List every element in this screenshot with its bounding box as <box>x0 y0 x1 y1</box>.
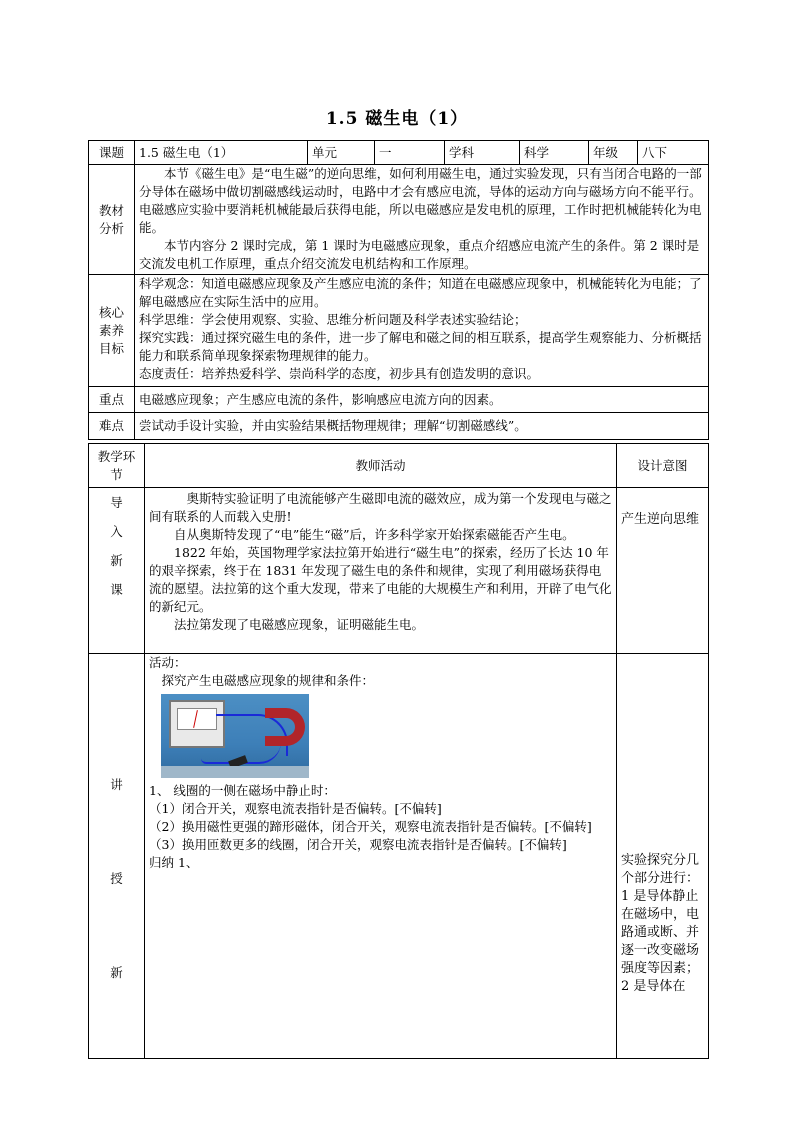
lecture-stage-text <box>93 776 140 1058</box>
literacy-label: 核心素养目标 <box>89 275 135 387</box>
subject-value: 科学 <box>520 141 589 165</box>
stage-char: 入 <box>110 524 123 539</box>
stage-char: 导 <box>110 495 123 510</box>
literacy-concept: 科学观念：知道电磁感应现象及产生感应电流的条件；知道在电磁感应现象中，机械能转化为电能；了解电磁感应在实际生活中的应用。 <box>139 276 702 309</box>
stage-char: 讲 <box>110 777 123 792</box>
analysis-content <box>135 165 709 275</box>
analysis-label: 教材分析 <box>89 165 135 275</box>
lecture-content <box>145 654 617 1059</box>
analysis-paragraph-1: 本节《磁生电》是“电生磁”的逆向思维，如何利用磁生电，通过实验发现，只有当闭合电路的一部分导体在磁场中做切割磁感线运动时，电路中才会有感应电流，导体的运动方向与磁场方向不能平行。电磁感应实验中要消耗机械能最后获得电能，所以电磁感应是发电机的原理，工作时把机械能转化为电能。 <box>139 166 702 235</box>
literacy-content <box>135 275 709 387</box>
stage-char: 课 <box>110 582 123 597</box>
intro-content <box>145 488 617 654</box>
literacy-thinking: 科学思维：学会使用观察、实验、思维分析问题及科学表述实验结论； <box>139 312 527 327</box>
intro-paragraph-4: 法拉第发现了电磁感应现象，证明磁能生电。 <box>174 617 425 632</box>
design-intent-header: 设计意图 <box>617 444 709 488</box>
key-points-text: 电磁感应现象；产生感应电流的条件，影响感应电流方向的因素。 <box>135 387 709 413</box>
summary-1: 归纳 1、 <box>149 855 199 870</box>
step-1-1: （1）闭合开关，观察电流表指针是否偏转。[不偏转] <box>149 801 442 816</box>
stage-header: 教学环节 <box>89 444 145 488</box>
unit-value: 一 <box>375 141 445 165</box>
difficulties-label: 难点 <box>89 413 135 440</box>
lecture-design-intent: 实验探究分几个部分进行：1 是导体静止在磁场中，电路通或断、并逐一改变磁场强度等因素；2 是导体在 <box>617 654 709 1059</box>
stage-char: 新 <box>110 965 123 980</box>
teacher-activity-header: 教师活动 <box>145 444 617 488</box>
topic-value: 1.5 磁生电（1） <box>135 141 308 165</box>
stage-char: 授 <box>110 871 123 886</box>
intro-paragraph-3: 1822 年始，英国物理学家法拉第开始进行“磁生电”的探索，经历了长达 10 年的艰辛探索，终于在 1831 年发现了磁生电的条件和规律，实现了利用磁场获得电流的愿望。法拉第的这个重大发现，带来了电能的大规模生产和利用，开辟了电气化的新纪元。 <box>149 545 612 614</box>
topic-label: 课题 <box>89 141 135 165</box>
step-1-2: （2）换用磁性更强的蹄形磁体，闭合开关，观察电流表指针是否偏转。[不偏转] <box>149 819 592 834</box>
grade-value: 八下 <box>638 141 709 165</box>
lecture-stage-label <box>89 654 145 1059</box>
lesson-info-table <box>88 140 709 440</box>
difficulties-text: 尝试动手设计实验，并由实验结果概括物理规律；理解“切割磁感线”。 <box>135 413 709 440</box>
literacy-practice: 探究实践：通过探究磁生电的条件，进一步了解电和磁之间的相互联系，提高学生观察能力、分析概括能力和联系简单现象探索物理规律的能力。 <box>139 330 702 363</box>
explore-heading: 探究产生电磁感应现象的规律和条件： <box>161 673 375 688</box>
intro-paragraph-2: 自从奥斯特发现了“电”能生“磁”后，许多科学家开始探索磁能否产生电。 <box>174 527 575 542</box>
analysis-paragraph-2: 本节内容分 2 课时完成，第 1 课时为电磁感应现象，重点介绍感应电流产生的条件。第 2 课时是交流发电机工作原理，重点介绍交流发电机结构和工作原理。 <box>139 238 700 271</box>
teaching-process-table <box>88 443 709 1059</box>
page-title: 1.5 磁生电（1） <box>325 109 469 129</box>
experiment-photo <box>161 694 309 778</box>
step-1: 1、 线圈的一侧在磁场中静止时： <box>149 783 336 798</box>
intro-stage-text <box>93 494 140 610</box>
unit-label: 单元 <box>308 141 375 165</box>
activity-heading: 活动： <box>149 655 187 670</box>
horseshoe-magnet-image <box>265 708 305 746</box>
intro-design-intent: 产生逆向思维 <box>617 488 709 654</box>
step-1-3: （3）换用匝数更多的线圈，闭合开关，观察电流表指针是否偏转。[不偏转] <box>149 837 567 852</box>
stage-char: 新 <box>110 553 123 568</box>
intro-stage-label <box>89 488 145 654</box>
key-points-label: 重点 <box>89 387 135 413</box>
subject-label: 学科 <box>445 141 520 165</box>
literacy-attitude: 态度责任：培养热爱科学、崇尚科学的态度，初步具有创造发明的意识。 <box>139 366 540 381</box>
intro-paragraph-1: 奥斯特实验证明了电流能够产生磁即电流的磁效应，成为第一个发现电与磁之间有联系的人而载入史册! <box>149 491 612 524</box>
grade-label: 年级 <box>589 141 638 165</box>
